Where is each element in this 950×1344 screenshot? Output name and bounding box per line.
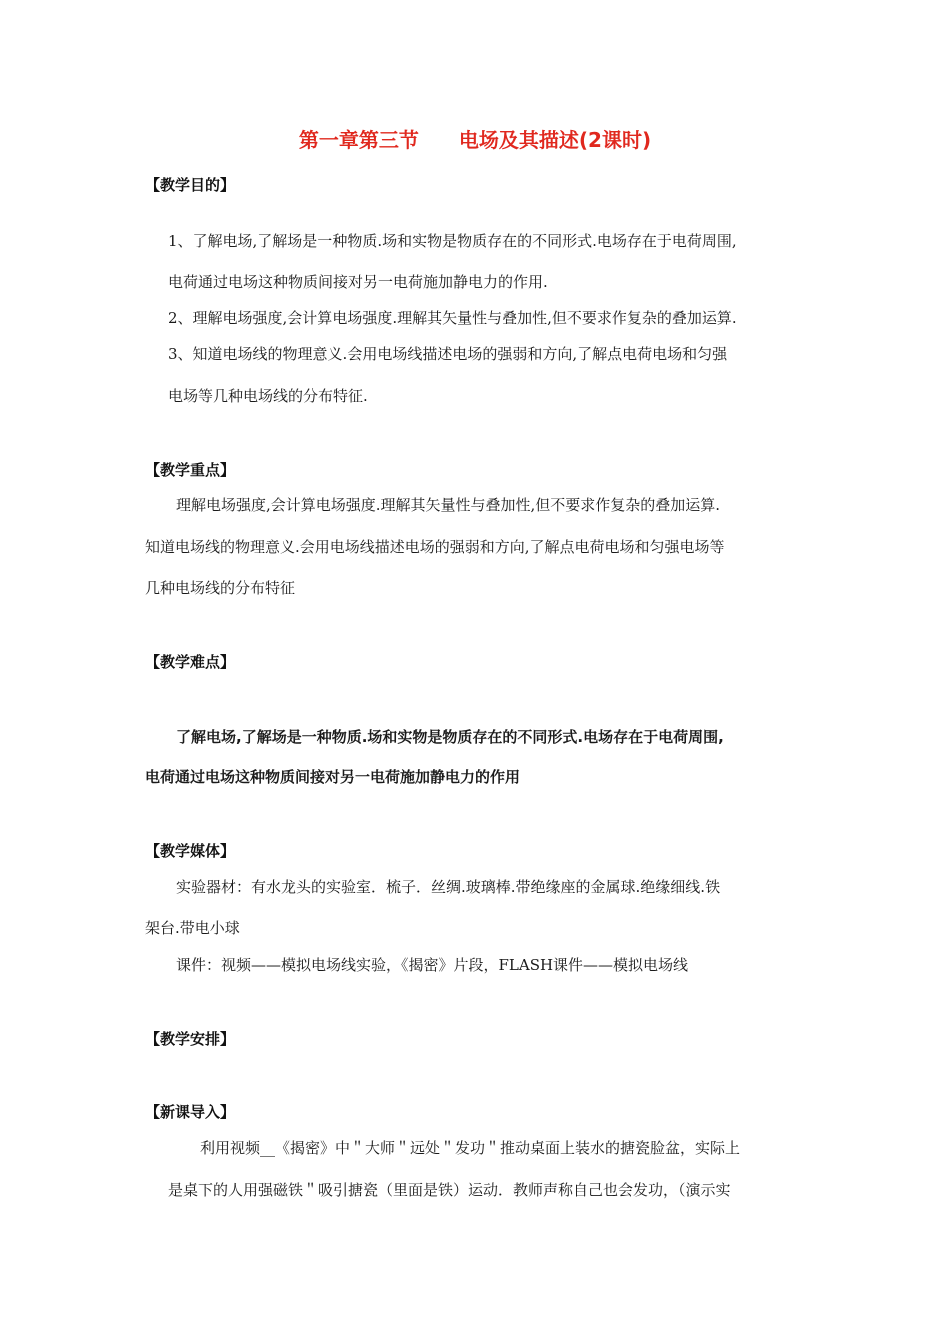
objectives-heading: 【教学目的】 bbox=[145, 176, 236, 194]
objectives-line: 电荷通过电场这种物质间接对另一电荷施加静电力的作用. bbox=[168, 273, 548, 291]
difficulties-heading: 【教学难点】 bbox=[145, 653, 236, 671]
media-line: 课件：视频——模拟电场线实验，《揭密》片段，FLASH课件——模拟电场线 bbox=[176, 956, 689, 974]
arrangement-heading: 【教学安排】 bbox=[145, 1030, 236, 1048]
intro-line: 利用视频__《揭密》中＂大师＂远处＂发功＂推动桌面上装水的搪瓷脸盆，实际上 bbox=[200, 1139, 741, 1157]
media-heading: 【教学媒体】 bbox=[145, 842, 236, 860]
objectives-line: 1、了解电场,了解场是一种物质.场和实物是物质存在的不同形式.电场存在于电荷周围, bbox=[168, 232, 737, 250]
key-points-line: 知道电场线的物理意义.会用电场线描述电场的强弱和方向,了解点电荷电场和匀强电场等 bbox=[145, 538, 725, 556]
intro-heading: 【新课导入】 bbox=[145, 1103, 236, 1121]
page-title: 第一章第三节 电场及其描述(2课时) bbox=[298, 128, 652, 152]
objectives-line: 2、理解电场强度,会计算电场强度.理解其矢量性与叠加性,但不要求作复杂的叠加运算. bbox=[168, 309, 737, 327]
difficulties-line: 了解电场,了解场是一种物质.场和实物是物质存在的不同形式.电场存在于电荷周围, bbox=[176, 728, 724, 746]
objectives-line: 电场等几种电场线的分布特征. bbox=[168, 387, 368, 405]
objectives-line: 3、知道电场线的物理意义.会用电场线描述电场的强弱和方向,了解点电荷电场和匀强 bbox=[168, 345, 728, 363]
media-line: 架台.带电小球 bbox=[145, 919, 240, 937]
media-line: 实验器材：有水龙头的实验室．梳子．丝绸.玻璃棒.带绝缘座的金属球.绝缘细线.铁 bbox=[176, 878, 721, 896]
key-points-heading: 【教学重点】 bbox=[145, 461, 236, 479]
key-points-line: 几种电场线的分布特征 bbox=[145, 579, 296, 597]
difficulties-line: 电荷通过电场这种物质间接对另一电荷施加静电力的作用 bbox=[145, 768, 521, 786]
intro-line: 是桌下的人用强磁铁＂吸引搪瓷（里面是铁）运动．教师声称自己也会发功，（演示实 bbox=[168, 1181, 731, 1199]
key-points-line: 理解电场强度,会计算电场强度.理解其矢量性与叠加性,但不要求作复杂的叠加运算. bbox=[176, 496, 721, 514]
